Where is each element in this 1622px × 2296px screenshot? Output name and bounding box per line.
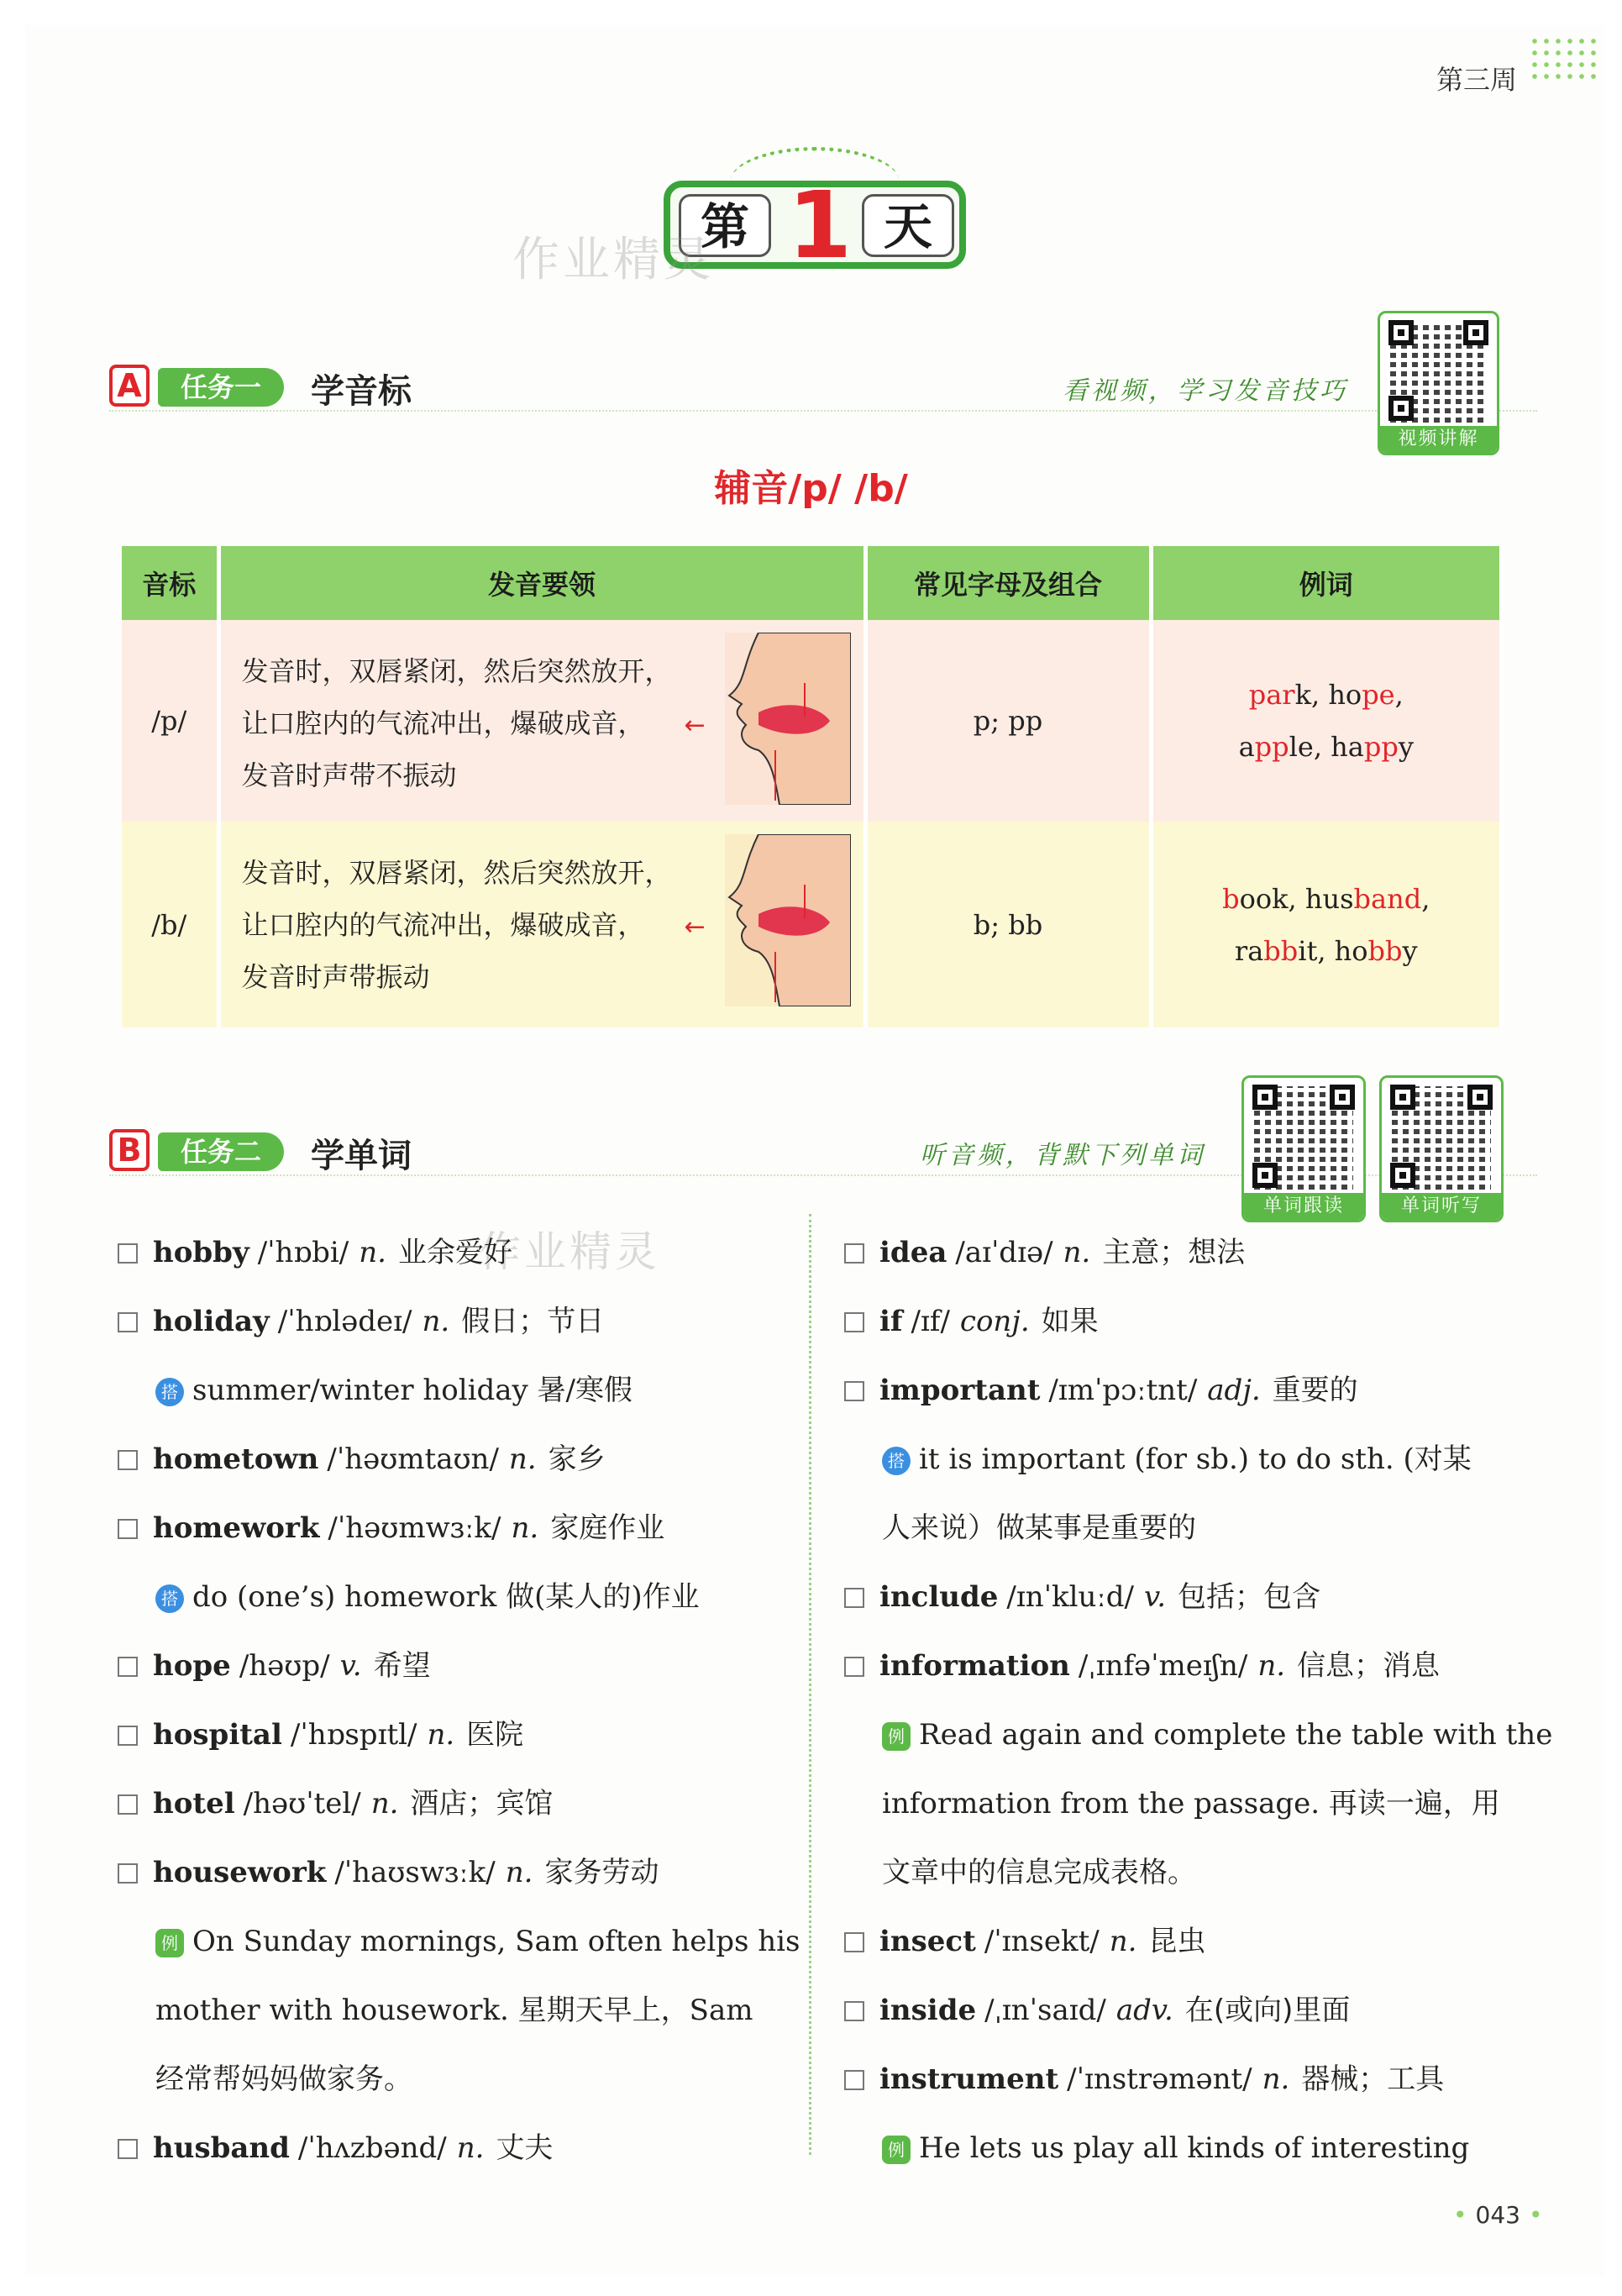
vocab-word: information <box>879 1649 1070 1683</box>
checkbox[interactable] <box>844 1588 864 1608</box>
task-a-badge: 任务一 <box>158 368 284 407</box>
line-text: 经常帮妈妈做家务。 <box>155 2062 412 2096</box>
vocab-phonetic: /ˈhʌzbənd/ <box>297 2131 447 2165</box>
line-text: 人来说）做某事是重要的 <box>882 1511 1196 1545</box>
task-b-letter: B <box>109 1129 150 1171</box>
continuation-line <box>118 1976 790 2045</box>
example-line-b-2: rabbit, hobby <box>1234 934 1418 967</box>
vocab-pos: n. <box>427 1718 455 1752</box>
checkbox[interactable] <box>118 1863 138 1884</box>
col-header-letters: 常见字母及组合 <box>865 546 1151 620</box>
vocab-meaning: 重要的 <box>1272 1374 1358 1407</box>
vocab-entry <box>118 1838 790 1907</box>
vocab-pos: n. <box>1063 1236 1091 1269</box>
vocab-meaning: 如果 <box>1041 1305 1099 1338</box>
column-divider <box>809 1214 811 2155</box>
vocab-word: hometown <box>153 1442 319 1476</box>
vocab-entry <box>844 1287 1516 1356</box>
tip-line: 发音时，双唇紧闭，然后突然放开， <box>241 655 672 687</box>
col-header-tips: 发音要领 <box>218 546 865 620</box>
continuation-line <box>844 1838 1516 1907</box>
day-suffix: 天 <box>862 194 954 257</box>
vocab-phonetic: /ˈhaʊswɜːk/ <box>334 1856 496 1889</box>
example-icon: 例 <box>882 2136 911 2164</box>
vocab-entry <box>844 1907 1516 1976</box>
vocab-phonetic: /ˈɪnsekt/ <box>984 1925 1100 1958</box>
vocab-phonetic: /aɪˈdɪə/ <box>955 1236 1053 1269</box>
vocab-phonetic: /ɪnˈkluːd/ <box>1006 1580 1135 1614</box>
vocab-pos: n. <box>1262 2062 1290 2096</box>
phonetic-symbol: /p/ <box>122 620 218 822</box>
vocab-pos: n. <box>1257 1649 1286 1683</box>
common-letters: p; pp <box>865 620 1151 822</box>
line-text: information from the passage. 再读一遍，用 <box>882 1787 1500 1821</box>
table-row-p <box>122 620 1502 822</box>
vocab-meaning: 业余爱好 <box>397 1236 512 1269</box>
example-line-b-1: book, husband, <box>1222 882 1430 915</box>
vocab-meaning: 在(或向)里面 <box>1184 1994 1351 2027</box>
vocab-word: instrument <box>879 2062 1059 2096</box>
vocab-meaning: 器械；工具 <box>1301 2062 1445 2096</box>
vocab-pos: adv. <box>1115 1994 1173 2027</box>
vocab-phonetic: /ɪf/ <box>911 1305 950 1338</box>
vocab-entry <box>118 2114 790 2183</box>
vocab-phonetic: /ˈɪnstrəmənt/ <box>1067 2062 1252 2096</box>
vocab-pos: n. <box>505 1856 533 1889</box>
word-list-left <box>118 1218 801 2183</box>
checkbox[interactable] <box>118 1657 138 1677</box>
collocation-icon: 搭 <box>882 1447 911 1475</box>
vocab-meaning: 希望 <box>373 1649 431 1683</box>
line-text: 文章中的信息完成表格。 <box>882 1856 1196 1889</box>
vocab-phonetic: /ˈhəʊmwɜːk/ <box>328 1511 501 1545</box>
example-sentence <box>118 1907 801 1976</box>
phonetic-symbol: /b/ <box>122 822 218 1027</box>
checkbox[interactable] <box>844 1243 864 1264</box>
vocab-word: hobby <box>153 1236 249 1269</box>
collocation-icon: 搭 <box>155 1378 184 1406</box>
example-words <box>1151 822 1502 1027</box>
checkbox[interactable] <box>118 1726 138 1746</box>
vocab-meaning: 信息；消息 <box>1297 1649 1441 1683</box>
vocab-meaning: 主意；想法 <box>1102 1236 1246 1269</box>
vocab-meaning: 假日；节日 <box>461 1305 605 1338</box>
qr-finder-icon <box>1388 320 1414 345</box>
line-text: Read again and complete the table with the <box>919 1718 1553 1752</box>
vocab-entry <box>118 1631 790 1700</box>
collocation-line <box>844 1425 1516 1494</box>
vocab-meaning: 包括；包含 <box>1178 1580 1320 1614</box>
day-number: 1 <box>787 171 853 279</box>
checkbox[interactable] <box>118 2139 138 2159</box>
vocab-entry <box>844 2045 1516 2114</box>
watermark: 作业精灵 <box>479 1227 660 1276</box>
vocab-phonetic: /ɪmˈpɔːtnt/ <box>1048 1374 1198 1407</box>
word-list-right <box>844 1218 1553 2183</box>
vocab-word: holiday <box>153 1305 270 1338</box>
vocab-pos: v. <box>1144 1580 1166 1614</box>
line-text: it is important (for sb.) to do sth. (对某 <box>919 1442 1472 1476</box>
vocab-pos: adj. <box>1207 1374 1261 1407</box>
example-words <box>1151 620 1502 822</box>
qr-finder-icon <box>1252 1163 1278 1188</box>
qr-finder-icon <box>1388 396 1414 421</box>
decorative-dots <box>1529 35 1596 86</box>
checkbox[interactable] <box>118 1519 138 1539</box>
checkbox[interactable] <box>844 1657 864 1677</box>
vocab-pos: n. <box>359 1236 386 1269</box>
qr-finder-icon <box>1390 1085 1415 1110</box>
vocab-meaning: 昆虫 <box>1148 1925 1206 1958</box>
vocab-entry <box>844 1356 1516 1425</box>
task-a-title: 学音标 <box>311 372 412 411</box>
vocab-word: important <box>879 1374 1041 1407</box>
tip-line: 让口腔内的气流冲出，爆破成音， <box>241 909 645 941</box>
task-b-badge: 任务二 <box>158 1132 284 1171</box>
pronunciation-tip <box>218 822 865 1027</box>
vocab-meaning: 家庭作业 <box>550 1511 665 1545</box>
day-prefix: 第 <box>679 194 771 257</box>
tip-line: 发音时声带振动 <box>241 961 430 993</box>
task-b-title: 学单词 <box>311 1137 412 1175</box>
checkbox[interactable] <box>118 1243 138 1264</box>
checkbox[interactable] <box>118 1450 138 1470</box>
qr-caption: 单词听写 <box>1382 1193 1501 1220</box>
col-header-symbol: 音标 <box>122 546 218 620</box>
mouth-diagram-icon <box>725 834 851 1006</box>
checkbox[interactable] <box>844 2070 864 2090</box>
example-icon: 例 <box>882 1722 911 1751</box>
tip-line: 让口腔内的气流冲出，爆破成音， <box>241 707 645 739</box>
vocab-meaning: 酒店；宾馆 <box>410 1787 554 1821</box>
vocab-phonetic: /ˌɪnˈsaɪd/ <box>984 1994 1106 2027</box>
vocab-word: if <box>879 1305 903 1338</box>
task-b-hint: 听音频，背默下列单词 <box>920 1141 1205 1170</box>
vocab-word: hope <box>153 1649 231 1683</box>
vocab-entry <box>844 1976 1516 2045</box>
consonant-section-title <box>0 458 1622 512</box>
arrow-left-icon: ← <box>684 711 706 740</box>
vocab-word: hotel <box>153 1787 235 1821</box>
line-text: mother with housework. 星期天早上，Sam <box>155 1994 753 2027</box>
checkbox[interactable] <box>118 1794 138 1815</box>
checkbox[interactable] <box>844 1381 864 1401</box>
col-header-examples: 例词 <box>1151 546 1502 620</box>
line-text: do (one’s) homework 做(某人的)作业 <box>192 1580 700 1614</box>
vocab-pos: n. <box>370 1787 399 1821</box>
vocab-pos: n. <box>422 1305 450 1338</box>
vocab-meaning: 医院 <box>466 1718 524 1752</box>
example-line-p-1: park, hope, <box>1248 679 1404 711</box>
arrow-left-icon: ← <box>684 912 706 942</box>
vocab-entry <box>118 1218 790 1287</box>
vocab-phonetic: /həʊˈtel/ <box>243 1787 361 1821</box>
table-row-b <box>122 822 1502 1027</box>
task-a-letter: A <box>109 365 150 407</box>
qr-caption: 单词跟读 <box>1244 1193 1363 1220</box>
vocab-meaning: 丈夫 <box>496 2131 554 2165</box>
vocab-phonetic: /ˈhɒlədeɪ/ <box>277 1305 412 1338</box>
vocab-pos: n. <box>456 2131 485 2165</box>
qr-video-lecture[interactable] <box>1378 311 1499 455</box>
example-line-p-2: apple, happy <box>1238 731 1414 763</box>
vocab-phonetic: /ˈhɒbi/ <box>257 1236 349 1269</box>
continuation-line <box>844 1769 1516 1838</box>
vocab-word: housework <box>153 1856 327 1889</box>
example-icon: 例 <box>155 1929 184 1957</box>
qr-word-dictation[interactable] <box>1379 1075 1504 1222</box>
continuation-line <box>118 2045 790 2114</box>
common-letters: b; bb <box>865 822 1151 1027</box>
vocab-meaning: 家乡 <box>548 1442 606 1476</box>
line-text: He lets us play all kinds of interesting <box>919 2131 1470 2165</box>
example-sentence <box>844 1700 1553 1769</box>
vocab-meaning: 家务劳动 <box>544 1856 659 1889</box>
vocab-entry <box>844 1218 1516 1287</box>
qr-finder-icon <box>1330 1085 1355 1110</box>
checkbox[interactable] <box>844 1312 864 1332</box>
vocab-pos: conj. <box>959 1305 1030 1338</box>
vocab-entry <box>118 1494 790 1563</box>
week-label: 第三周 <box>1436 64 1518 96</box>
qr-finder-icon <box>1467 1085 1493 1110</box>
vocab-entry <box>118 1287 790 1356</box>
vocab-pos: v. <box>339 1649 362 1683</box>
qr-finder-icon <box>1463 320 1488 345</box>
checkbox[interactable] <box>844 1932 864 1952</box>
page-number: • 043 • <box>1445 2201 1551 2229</box>
pronunciation-tip <box>218 620 865 822</box>
vocab-pos: n. <box>1109 1925 1137 1958</box>
vocab-phonetic: /ˌɪnfəˈmeɪʃn/ <box>1078 1649 1248 1683</box>
line-text: On Sunday mornings, Sam often helps his <box>192 1925 801 1958</box>
qr-word-read-along[interactable] <box>1241 1075 1366 1222</box>
vocab-entry <box>118 1769 790 1838</box>
vocab-word: homework <box>153 1511 320 1545</box>
collocation-line <box>118 1563 790 1631</box>
consonant-title-text: 辅音/p/ /b/ <box>714 467 908 510</box>
vocab-word: insect <box>879 1925 976 1958</box>
vocab-word: idea <box>879 1236 947 1269</box>
task-a-hint: 看视频，学习发音技巧 <box>1063 376 1348 406</box>
tip-line: 发音时，双唇紧闭，然后突然放开， <box>241 857 672 889</box>
watermark: 作业精灵 <box>512 233 714 287</box>
qr-finder-icon <box>1252 1085 1278 1110</box>
phonetic-table <box>122 546 1504 1027</box>
vocab-entry <box>118 1700 790 1769</box>
vocab-entry <box>844 1631 1516 1700</box>
checkbox[interactable] <box>844 2001 864 2021</box>
vocab-pos: n. <box>508 1442 537 1476</box>
tip-line: 发音时声带不振动 <box>241 759 457 791</box>
collocation-icon: 搭 <box>155 1584 184 1613</box>
vocab-pos: n. <box>511 1511 539 1545</box>
vocab-word: include <box>879 1580 999 1614</box>
continuation-line <box>844 1494 1516 1563</box>
vocab-word: hospital <box>153 1718 282 1752</box>
vocab-entry <box>118 1425 790 1494</box>
vocab-word: inside <box>879 1994 977 2027</box>
vocab-word: husband <box>153 2131 290 2165</box>
checkbox[interactable] <box>118 1312 138 1332</box>
vocab-phonetic: /ˈhɒspɪtl/ <box>290 1718 417 1752</box>
vocab-entry <box>844 1563 1516 1631</box>
line-text: summer/winter holiday 暑/寒假 <box>192 1374 633 1407</box>
vocab-phonetic: /həʊp/ <box>239 1649 330 1683</box>
vocab-phonetic: /ˈhəʊmtaʊn/ <box>327 1442 499 1476</box>
collocation-line <box>118 1356 790 1425</box>
mouth-diagram-icon <box>725 633 851 805</box>
example-sentence <box>844 2114 1516 2183</box>
qr-caption: 视频讲解 <box>1380 426 1497 453</box>
qr-finder-icon <box>1390 1163 1415 1188</box>
